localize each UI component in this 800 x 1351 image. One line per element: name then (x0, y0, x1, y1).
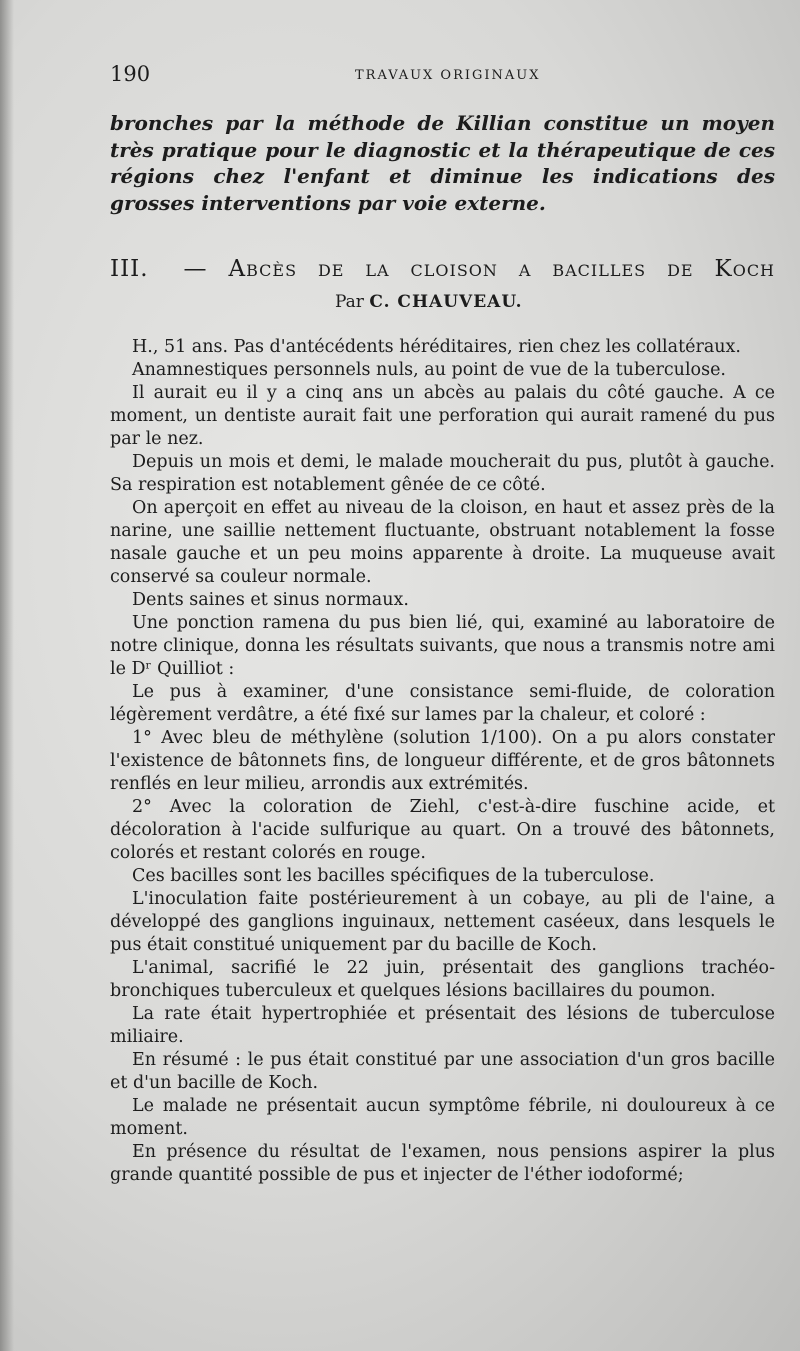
body-paragraph: La rate était hypertrophiée et présentait des lésions de tuberculose miliaire. (110, 1004, 775, 1047)
body-paragraph: Depuis un mois et demi, le malade moucherait du pus, plutôt à gauche. Sa respiration est notablement gênée de ce côté. (110, 452, 775, 495)
body-paragraph: L'inoculation faite postérieurement à un cobaye, au pli de l'aine, a développé des ganglions inguinaux, nettement caséeux, dans lesquels le pus était constitué uniquement par du bacille de Koch. (110, 889, 775, 955)
running-head: TRAVAUX ORIGINAUX (355, 68, 541, 83)
body-paragraph: Le malade ne présentait aucun symptôme fébrile, ni douloureux à ce moment. (110, 1096, 775, 1139)
binding-shadow (0, 0, 14, 1351)
body-paragraph: Le pus à examiner, d'une consistance semi-fluide, de coloration légèrement verdâtre, a été fixé sur lames par la chaleur, et coloré : (110, 682, 775, 725)
article-body (110, 336, 775, 1187)
page-header (110, 62, 770, 90)
author-prefix: Par (335, 292, 364, 312)
body-paragraph: 1° Avec bleu de méthylène (solution 1/100). On a pu alors constater l'existence de bâtonnets fins, de longueur différente, et de gros bâtonnets renflés en leur milieu, arrondis aux extrémités. (110, 728, 775, 794)
section-dash: — (183, 256, 208, 282)
body-paragraph: Il aurait eu il y a cinq ans un abcès au palais du côté gauche. A ce moment, un dentiste aurait fait une perforation qui aurait ramené du pus par le nez. (110, 383, 775, 449)
body-paragraph: H., 51 ans. Pas d'antécédents héréditaires, rien chez les collatéraux. (132, 337, 741, 357)
body-paragraph: Une ponction ramena du pus bien lié, qui, examiné au laboratoire de notre clinique, donna les résultats suivants, que nous a transmis notre ami le Dʳ Quilliot : (110, 613, 775, 679)
body-paragraph: En résumé : le pus était constitué par une association d'un gros bacille et d'un bacille de Koch. (110, 1050, 775, 1093)
section-heading: Abcès de la cloison a bacilles de Koch (228, 256, 776, 282)
author-name: C. CHAUVEAU. (369, 292, 523, 312)
body-paragraph: Ces bacilles sont les bacilles spécifiques de la tuberculose. (132, 866, 655, 886)
intro-paragraph: bronches par la méthode de Killian constitue un moyen très pratique pour le diagnostic et la thérapeutique de ces régions chez l'enfant et diminue les indications des grosses interventions par voie externe. (110, 111, 775, 215)
body-paragraph: Anamnestiques personnels nuls, au point de vue de la tuberculose. (132, 360, 726, 380)
author-line (335, 292, 775, 312)
intro-block (110, 110, 775, 216)
body-paragraph: L'animal, sacrifié le 22 juin, présentait des ganglions trachéo-bronchiques tuberculeux et quelques lésions bacillaires du poumon. (110, 958, 775, 1001)
page-number: 190 (110, 62, 151, 86)
body-paragraph: On aperçoit en effet au niveau de la cloison, en haut et assez près de la narine, une saillie nettement fluctuante, obstruant notablement la fosse nasale gauche et un peu moins apparente à droite. La muqueuse avait conservé sa couleur normale. (110, 498, 775, 587)
section-number: III. (110, 256, 149, 282)
page-content (110, 110, 775, 1187)
body-paragraph: 2° Avec la coloration de Ziehl, c'est-à-dire fuschine acide, et décoloration à l'acide sulfurique au quart. On a trouvé des bâtonnets, colorés et restant colorés en rouge. (110, 797, 775, 863)
body-paragraph: Dents saines et sinus normaux. (132, 590, 409, 610)
body-paragraph: En présence du résultat de l'examen, nous pensions aspirer la plus grande quantité possible de pus et injecter de l'éther iodoformé; (110, 1142, 775, 1185)
section-title (110, 256, 775, 282)
